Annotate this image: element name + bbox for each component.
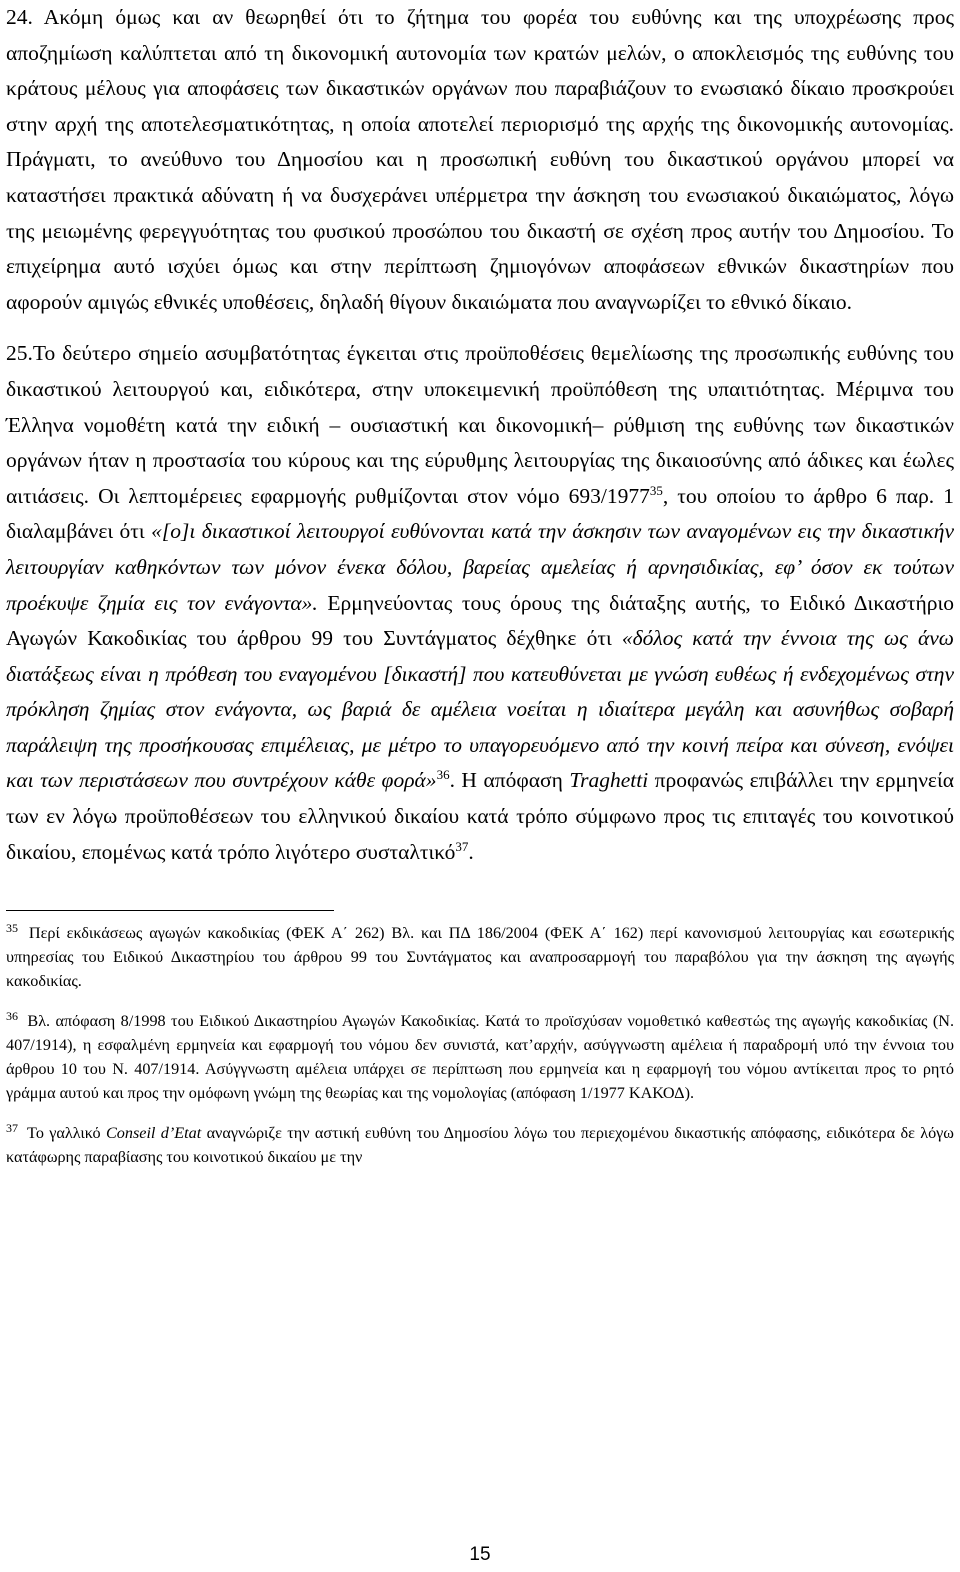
- paragraph-25: [6, 336, 954, 870]
- footnote-italic: Conseil d’Etat: [105, 1124, 202, 1143]
- paragraph-text: προφανώς επιβάλλει την ερμηνεία των εν λόγω προϋποθέσεων του ελληνικού δικαίου κατά τρόπο σύμφωνο προς τις επιταγές του κοινοτικού δικαίου, επομένως κατά τρόπο λιγότερο συσταλτικό: [6, 768, 955, 864]
- footnote-text: Περί εκδικάσεως αγωγών κακοδικίας (ΦΕΚ Α΄ 262) Βλ. και ΠΔ 186/2004 (ΦΕΚ Α΄ 162) περί κανονισμού λειτουργίας και εσωτερικής υπηρεσίας του Ειδικού Δικαστηρίου του άρθρου 99 του Συντάγματος και αναπροσαρμογή του παραβόλου για την άσκηση της αγωγής κακοδικίας.: [6, 924, 954, 991]
- footnote-text: Το γαλλικό: [22, 1124, 106, 1143]
- footnote-37: [6, 1121, 954, 1169]
- footnote-ref-37[interactable]: 37: [455, 838, 469, 854]
- footnote-text: Βλ. απόφαση 8/1998 του Ειδικού Δικαστηρίου Αγωγών Κακοδικίας. Κατά το προϊσχύσαν νομοθετικό καθεστώς της αγωγής κακοδικίας (Ν. 407/1914), η εσφαλμένη ερμηνεία και εφαρμογή του νόμου δεν συνιστά, κατ’αρχήν, ασύγγνωστη αμέλεια ή παραδρομή υπό την έννοια του άρθρου 10 του Ν. 407/1914. Ασύγγνωστη αμέλεια υπάρχει σε περίπτωση που ερμηνεία και η εφαρμογή του νόμου αντίκειται προς το ρητό γράμμα αυτού και προς την ομόφωνη γνώμη της θεωρίας και της νομολογίας (απόφαση 1/1977 ΚΑΚΟΔ).: [6, 1012, 954, 1103]
- quoted-judgment: «δόλος κατά την έννοια της ως άνω διατάξεως είναι η πρόθεση του εναγομένου [δικαστή] που κατευθύνεται με γνώση ευθέως ή ενδεχομένως στην πρόκληση ζημίας στον ενάγοντα, ως βαριά δε αμέλεια νοείται η ιδιαίτερα μεγάλη και ασυνήθως σοβαρή παράλειψη της προσήκουσας επιμέλειας, με μέτρο το υπαγορευόμενο από την κοινή πείρα και σύνεση, ενόψει και των περιστάσεων που συντρέχουν κάθε φορά»: [6, 626, 954, 793]
- footnote-number: 37: [6, 1120, 18, 1135]
- footnote-ref-35[interactable]: 35: [649, 482, 663, 498]
- document-page: [6, 0, 954, 1169]
- paragraph-number: 25.: [6, 341, 33, 366]
- footnote-text: αναγνώριζε την αστική ευθύνη του Δημοσίου λόγω του περιεχομένου δικαστικής απόφασης, ειδικότερα δε λόγω κατάφωρης παραβίασης του κοινοτικού δικαίου με την: [6, 1124, 954, 1167]
- footnote-36: [6, 1009, 954, 1105]
- footnote-number: 36: [6, 1008, 18, 1023]
- paragraph-text: .: [468, 839, 474, 864]
- paragraph-24: [6, 0, 954, 320]
- footnote-number: 35: [6, 920, 18, 935]
- case-name: Traghetti: [569, 768, 649, 793]
- paragraph-text: , του οποίου το άρθρο 6 παρ. 1 διαλαμβάνει ότι: [6, 483, 954, 544]
- paragraph-text: Ερμηνεύοντας τους όρους της διάταξης αυτής, το Ειδικό Δικαστήριο Αγωγών Κακοδικίας του άρθρου 99 του Συντάγματος δέχθηκε ότι: [6, 590, 954, 651]
- quoted-statute: «[ο]ι δικαστικοί λειτουργοί ευθύνονται κατά την άσκησιν των αναγομένων εις την δικαστικήν λειτουργίαν καθηκόντων των μόνον ένεκα δόλου, βαρείας αμελείας ή αρνησιδικίας, εφ’ όσον εκ τούτων προέκυψε ζημία εις τον ενάγοντα».: [6, 519, 955, 615]
- page-number: 15: [469, 1544, 491, 1565]
- paragraph-text: Το δεύτερο σημείο ασυμβατότητας έγκειται στις προϋποθέσεις θεμελίωσης της προσωπικής ευθύνης του δικαστικού λειτουργού και, ειδικότερα, στην υποκειμενική προϋπόθεση της υπαιτιότητας. Μέριμνα του Έλληνα νομοθέτη κατά την ειδική – ουσιαστική και δικονομική– ρύθμιση της ευθύνης των δικαστικών οργάνων ήταν η προστασία του κύρους και της εύρυθμης λειτουργίας της δικαιοσύνης από άδικες και έωλες αιτιάσεις. Οι λεπτομέρειες εφαρμογής ρυθμίζονται στον νόμο 693/1977: [6, 341, 954, 508]
- paragraph-number: 24.: [6, 5, 33, 29]
- footnote-35: [6, 921, 954, 993]
- footnote-ref-36[interactable]: 36: [436, 767, 450, 783]
- paragraph-text: Ακόμη όμως και αν θεωρηθεί ότι το ζήτημα του φορέα του ευθύνης και της υποχρέωσης προς αποζημίωση καλύπτεται από τη δικονομική αυτονομία των κρατών μελών, ο αποκλεισμός της ευθύνης του κράτους μέλους για αποφάσεις των δικαστικών οργάνων που παραβιάζουν το ενωσιακό δίκαιο προσκρούει στην αρχή της αποτελεσματικότητας, η οποία αποτελεί περιορισμό της αρχής της δικονομικής αυτονομίας. Πράγματι, το ανεύθυνο του Δημοσίου και η προσωπική ευθύνη του δικαστικού οργάνου μπορεί να καταστήσει πρακτικά αδύνατη ή να δυσχεράνει υπέρμετρα την άσκηση του ενωσιακού δικαιώματος, λόγω της μειωμένης φερεγγυότητας του φυσικού προσώπου του δικαστή σε σχέση προς αυτήν του Δημοσίου. Το επιχείρημα αυτό ισχύει όμως και στην περίπτωση ζημιογόνων αποφάσεων εθνικών δικαστηρίων που αφορούν αμιγώς εθνικές υποθέσεις, δηλαδή θίγουν δικαιώματα που αναγνωρίζει το εθνικό δίκαιο.: [6, 5, 954, 314]
- footnote-separator: [6, 910, 334, 911]
- paragraph-text: . Η απόφαση: [449, 768, 570, 793]
